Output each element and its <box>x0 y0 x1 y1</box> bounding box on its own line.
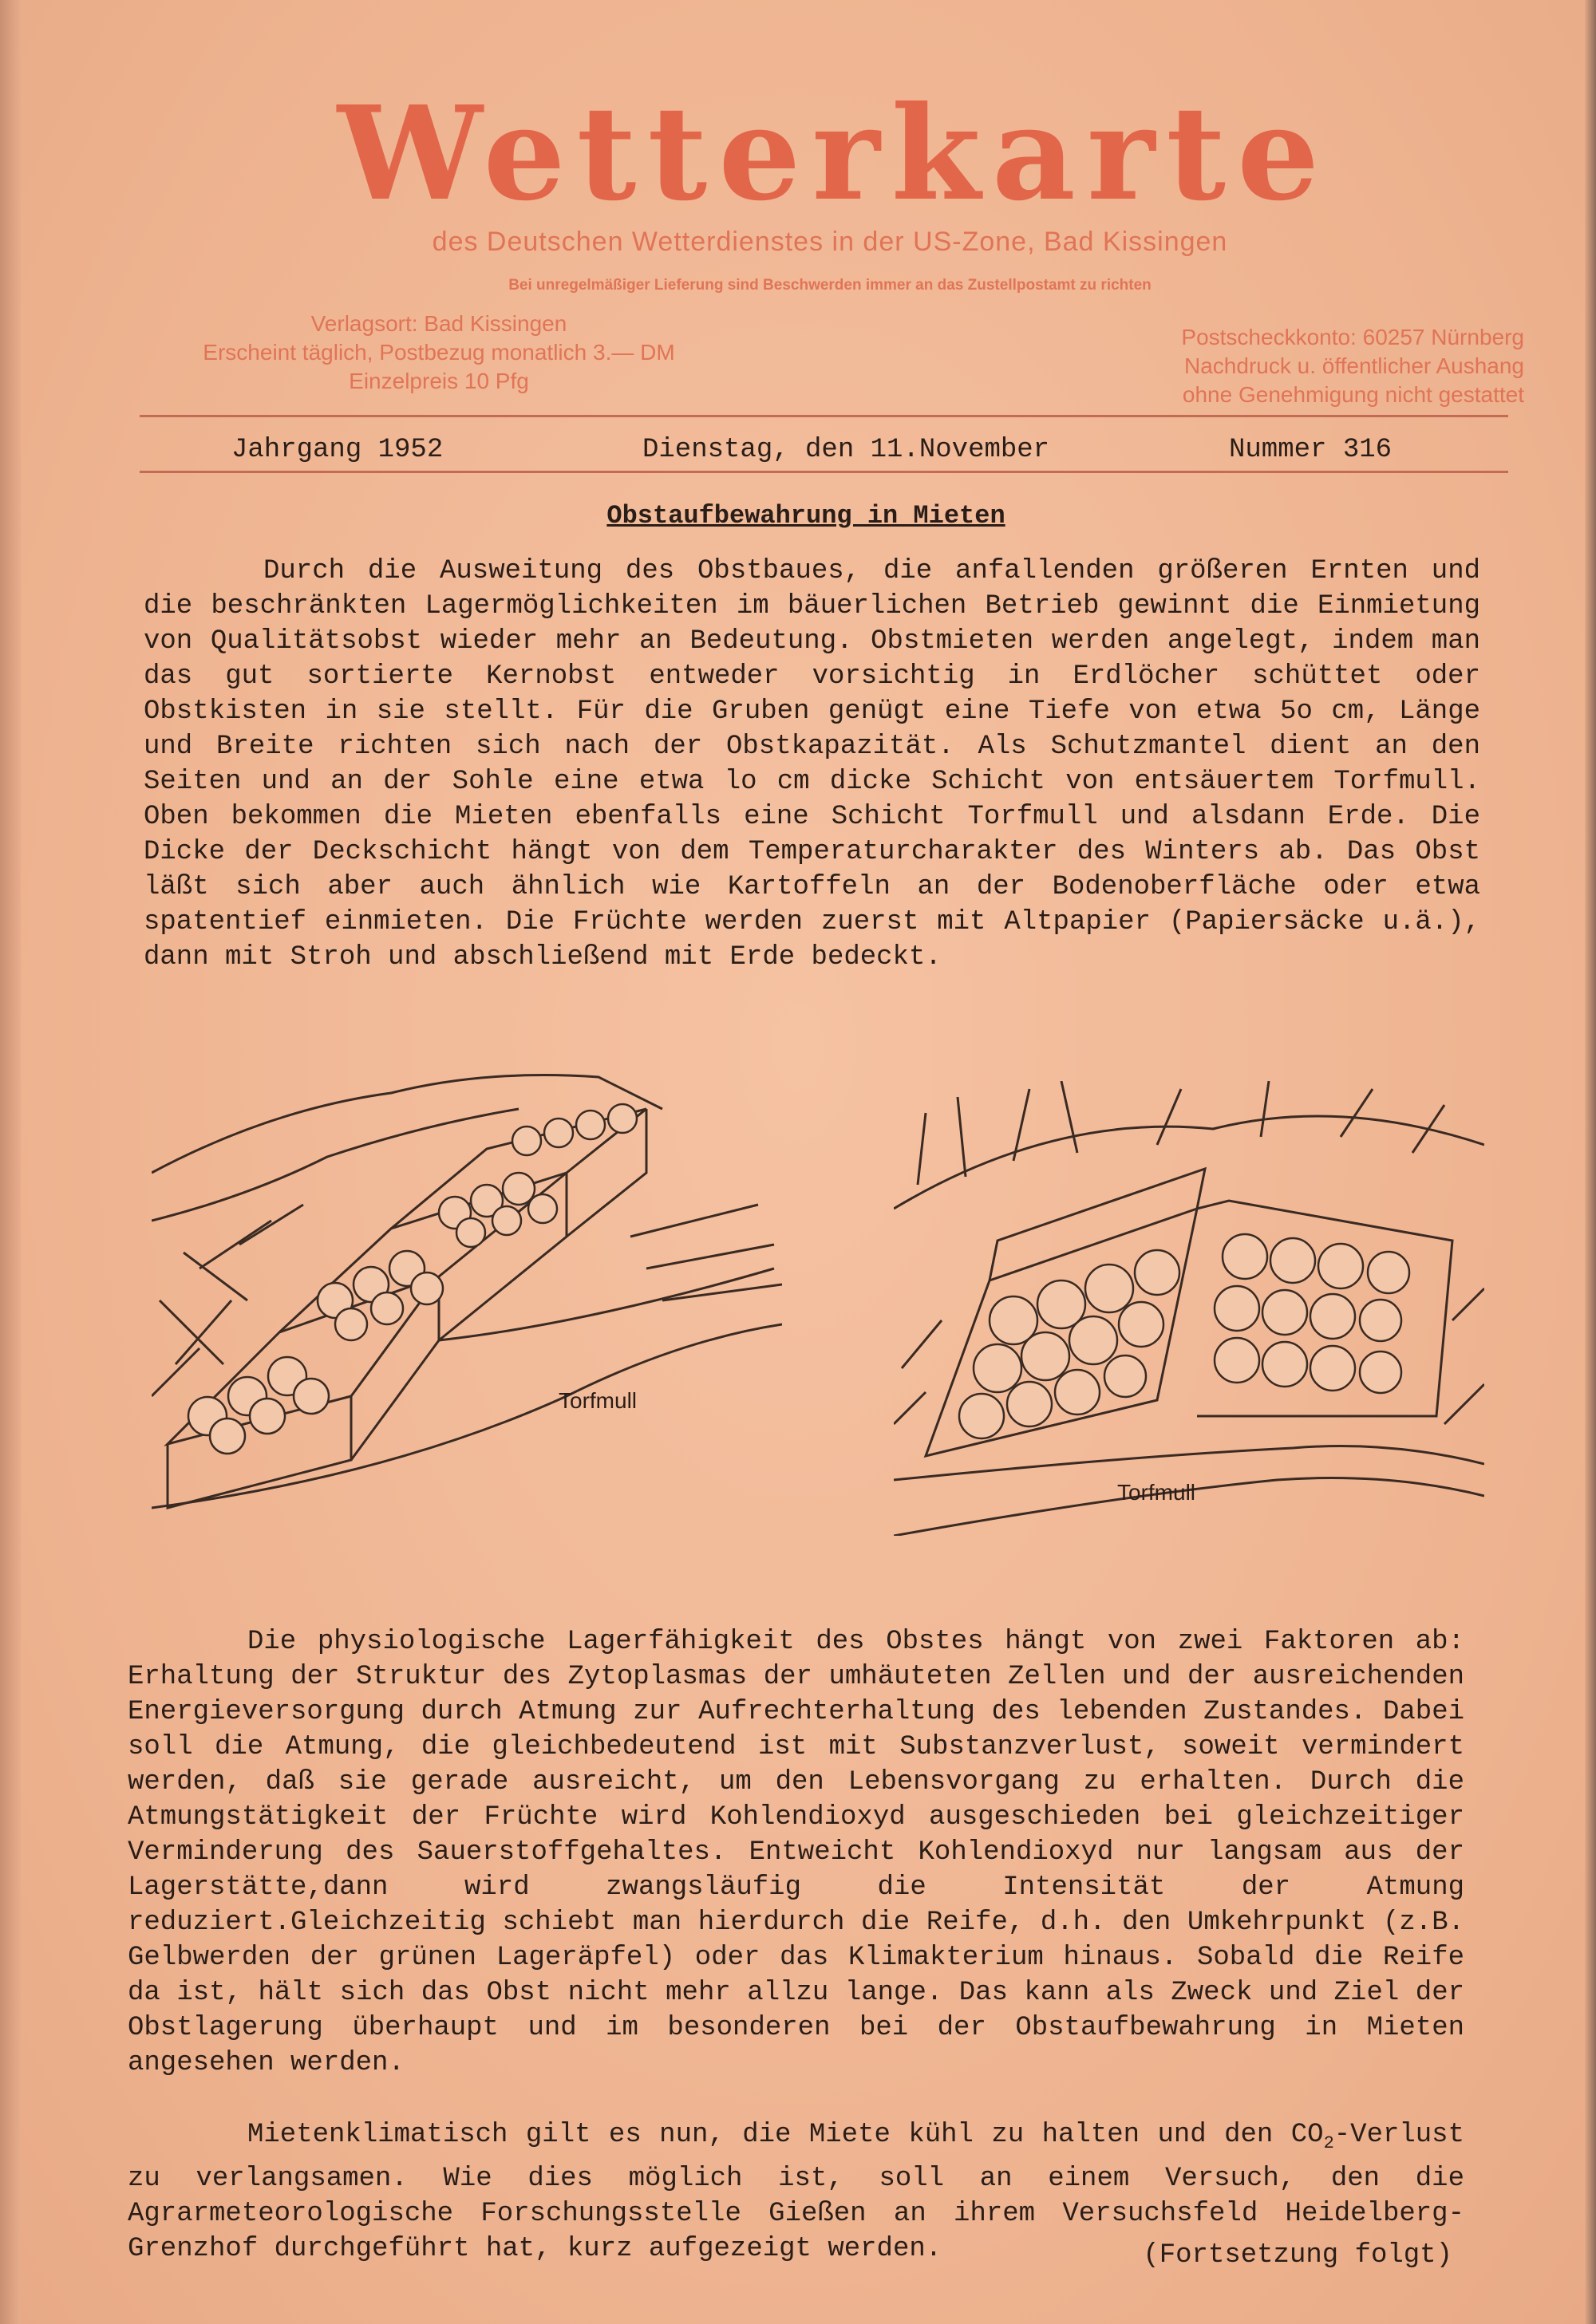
page-edge <box>1585 0 1596 2324</box>
reprint-notice-2: ohne Genehmigung nicht gestattet <box>1182 382 1524 407</box>
publisher-schedule: Erscheint täglich, Postbezug monatlich 3.— DM <box>203 340 675 365</box>
issue-date: Dienstag, den 11.November <box>642 435 1050 465</box>
crate-sketch-right <box>894 1081 1484 1536</box>
illustration-crates-in-pit <box>152 1061 782 1524</box>
paragraph-1-text: Durch die Ausweitung des Obstbaues, die anfallenden größeren Ernten und die beschränkten Lagermöglichkeiten im bäuerlichen Betrieb gewinnt die Einmietung von Qualitätsobst wieder mehr an Bedeutung. Obstmieten werden angelegt, indem man das gut sortierte Kernobst entweder vorsichtig in Erdlöcher schüttet oder Obstkisten in sie stellt. Für die Gruben genügt eine Tiefe von etwa 5o cm, Länge und Breite richten sich nach der Obstkapazität. Als Schutzmantel dient an den Seiten und an der Sohle eine etwa lo cm dicke Schicht von entsäuertem Torfmull. Oben bekommen die Mieten ebenfalls eine Schicht Torfmull und alsdann Erde. Die Dicke der Deckschicht hängt von dem Temperaturcharakter des Winters ab. Das Obst läßt sich aber auch ähnlich wie Kartoffeln an der Bodenoberfläche oder etwa spatentief einmieten. Die Früchte werden zuerst mit Altpapier (Papiersäcke u.ä.), dann mit Stroh und abschließend mit Erde bedeckt. <box>144 556 1480 973</box>
postal-account: Postscheckkonto: 60257 Nürnberg <box>1181 325 1524 349</box>
publisher-location: Verlagsort: Bad Kissingen <box>310 311 567 336</box>
co2-subscript: 2 <box>1323 2133 1334 2153</box>
copyright-info <box>1125 323 1524 409</box>
issue-number: Nummer 316 <box>1229 435 1393 465</box>
divider-top <box>140 415 1508 417</box>
delivery-notice: Bei unregelmäßiger Lieferung sind Beschwerden immer an das Zustellpostamt zu richten <box>508 277 1152 294</box>
crate-sketch-left <box>152 1061 782 1524</box>
continued-note: (Fortsetzung folgt) <box>1143 2240 1452 2271</box>
publisher-info <box>160 310 718 396</box>
masthead-title: Wetterkarte <box>337 78 1331 230</box>
illustration-crate-closeup <box>894 1081 1484 1536</box>
article-headline: Obstaufbewahrung in Mieten <box>606 501 1005 531</box>
divider-bottom <box>140 471 1508 473</box>
paragraph-2-text: Die physiologische Lagerfähigkeit des Obstes hängt von zwei Faktoren ab: Erhaltung der Struktur des Zytoplasmas der umhäuteten Zellen und der ausreichenden Energieversorgung durch Atmung zur Aufrechterhaltung des lebenden Zustandes. Dabei soll die Atmung, die gleichbedeutend ist mit Substanzverlust, soweit vermindert werden, daß sie gerade ausreicht, um den Lebensvorgang zu erhalten. Durch die Atmungstätigkeit der Früchte wird Kohlendioxyd ausgeschieden bei gleichzeitiger Verminderung des Sauerstoffgehaltes. Entweicht Kohlendioxyd nur langsam aus der Lagerstätte,dann wird zwangsläufig die Intensität der Atmung reduziert.Gleichzeitig schiebt man hierdurch die Reife, d.h. den Umkehrpunkt (z.B. Gelbwerden der grünen Lageräpfel) oder das Klimakterium hinaus. Sobald die Reife da ist, hält sich das Obst nicht mehr allzu lange. Das kann als Zweck und Ziel der Obstlagerung überhaupt und im besonderen bei der Obstaufbewahrung in Mieten angesehen werden. <box>128 1627 1464 2078</box>
label-torfmull-left: Torfmull <box>559 1388 638 1413</box>
paragraph-3-rest: -Verlust zu verlangsamen. Wie dies möglich ist, soll an einem Versuch, den die Agrarmeteorologische Forschungsstelle Gießen an ihrem Versuchsfeld Heidelberg-Grenzhof durchgeführt hat, kurz aufgezeigt werden. <box>128 2120 1464 2264</box>
reprint-notice-1: Nachdruck u. öffentlicher Aushang <box>1184 353 1524 378</box>
article-paragraph-2 <box>128 1624 1464 2081</box>
masthead-subtitle: des Deutschen Wetterdienstes in der US-Zone, Bad Kissingen <box>432 227 1228 257</box>
issue-year: Jahrgang 1952 <box>231 435 444 465</box>
paragraph-3-start: Mietenklimatisch gilt es nun, die Miete kühl zu halten und den CO <box>247 2120 1324 2150</box>
binding-edge <box>0 0 21 2324</box>
label-torfmull-right: Torfmull <box>1117 1480 1196 1505</box>
article-paragraph-1 <box>144 554 1480 975</box>
publisher-price: Einzelpreis 10 Pfg <box>349 369 529 393</box>
